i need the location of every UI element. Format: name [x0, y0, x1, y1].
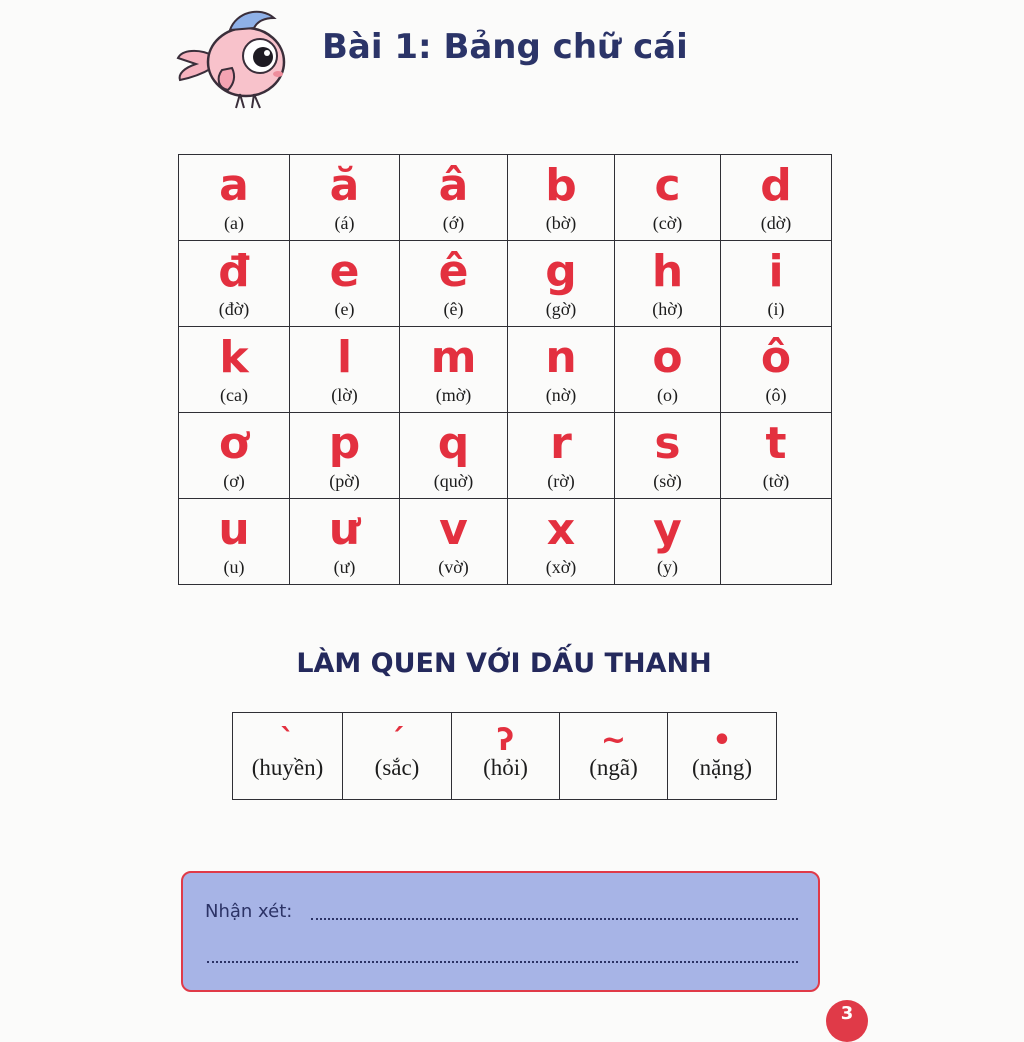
letter-reading: (hờ) — [652, 299, 683, 319]
letter-reading: (sờ) — [653, 471, 682, 491]
letter-glyph: g — [545, 246, 577, 297]
tone-mark: ~ — [600, 723, 627, 758]
letter-cell — [721, 241, 832, 327]
remark-line-2[interactable] — [207, 961, 798, 963]
letter-reading: (dờ) — [760, 213, 792, 233]
letter-reading: (o) — [657, 385, 678, 405]
alphabet-row — [179, 499, 832, 585]
letter-reading: (á) — [334, 213, 355, 233]
letter-cell — [615, 499, 721, 585]
alphabet-row — [179, 413, 832, 499]
letter-reading: (u) — [223, 557, 245, 577]
letter-glyph: d — [760, 160, 792, 211]
letter-glyph: c — [654, 160, 681, 211]
letter-glyph: đ — [218, 246, 250, 297]
remark-label: Nhận xét: — [205, 901, 293, 922]
tone-cell — [343, 713, 452, 800]
tones-heading: LÀM QUEN VỚI DẤU THANH — [296, 648, 712, 679]
letter-cell — [290, 413, 400, 499]
letter-cell — [290, 241, 400, 327]
letter-cell — [179, 241, 290, 327]
letter-cell — [508, 327, 615, 413]
letter-reading: (pờ) — [329, 471, 360, 491]
letter-reading: (rờ) — [547, 471, 575, 491]
letter-cell — [721, 155, 832, 241]
alphabet-rows — [179, 155, 832, 585]
letter-reading: (cờ) — [652, 213, 683, 233]
letter-cell — [508, 413, 615, 499]
letter-reading: (lờ) — [331, 385, 358, 405]
page-title: Bài 1: Bảng chữ cái — [322, 27, 688, 67]
letter-reading: (quờ) — [433, 471, 474, 491]
tone-cell — [233, 713, 343, 800]
tone-name: (sắc) — [374, 755, 420, 780]
letter-cell — [721, 327, 832, 413]
letter-glyph: y — [653, 504, 682, 555]
remark-line-1[interactable] — [311, 918, 798, 920]
letter-glyph: x — [546, 504, 576, 555]
letter-reading: (a) — [224, 213, 244, 233]
letter-cell — [615, 413, 721, 499]
letter-glyph: p — [328, 418, 361, 469]
letter-glyph — [721, 499, 831, 557]
letter-reading: (xờ) — [545, 557, 577, 577]
tone-mark: ʔ — [496, 723, 515, 758]
letter-glyph: l — [336, 332, 353, 383]
page-number-badge: 3 — [826, 1000, 868, 1042]
letter-cell — [400, 499, 508, 585]
letter-cell — [290, 327, 400, 413]
letter-reading: (đờ) — [218, 299, 250, 319]
letter-glyph: a — [219, 160, 249, 211]
letter-glyph: ư — [328, 504, 361, 555]
tone-mark-table — [232, 712, 777, 800]
tone-row — [233, 713, 777, 800]
alphabet-row — [179, 241, 832, 327]
letter-reading: (ô) — [765, 385, 787, 405]
alphabet-row — [179, 155, 832, 241]
remark-box — [181, 871, 820, 992]
letter-glyph: ê — [438, 246, 469, 297]
letter-glyph: t — [765, 418, 787, 469]
letter-glyph: h — [651, 246, 684, 297]
letter-glyph: m — [430, 332, 477, 383]
letter-cell — [400, 413, 508, 499]
letter-glyph: i — [768, 246, 784, 297]
letter-reading: (ê) — [443, 299, 464, 319]
letter-reading: (ca) — [220, 385, 248, 405]
tone-cell — [452, 713, 560, 800]
bird-mascot-icon — [170, 4, 310, 112]
tone-mark: • — [712, 723, 732, 758]
letter-cell — [508, 499, 615, 585]
letter-cell — [615, 327, 721, 413]
letter-reading: (e) — [334, 299, 355, 319]
letter-cell — [400, 327, 508, 413]
tone-name: (hỏi) — [483, 755, 528, 780]
letter-cell — [179, 413, 290, 499]
letter-reading: (mờ) — [435, 385, 472, 405]
letter-glyph: ă — [329, 160, 360, 211]
letter-glyph: r — [550, 418, 572, 469]
letter-glyph: u — [218, 504, 250, 555]
tone-mark: ´ — [389, 723, 405, 758]
letter-glyph: b — [545, 160, 577, 211]
letter-reading: (bờ) — [545, 213, 577, 233]
letter-cell — [615, 155, 721, 241]
letter-glyph: q — [437, 418, 470, 469]
letter-glyph: e — [329, 246, 360, 297]
tone-mark: ` — [280, 723, 295, 758]
letter-glyph: o — [652, 332, 683, 383]
tone-name: (ngã) — [589, 755, 638, 780]
letter-cell — [400, 155, 508, 241]
letter-cell — [400, 241, 508, 327]
letter-cell — [290, 155, 400, 241]
letter-glyph: ô — [760, 332, 792, 383]
letter-glyph: ơ — [218, 418, 250, 469]
tone-name: (nặng) — [691, 755, 753, 780]
letter-glyph: k — [219, 332, 249, 383]
letter-reading: (y) — [657, 557, 678, 577]
tone-cell — [560, 713, 668, 800]
letter-cell — [615, 241, 721, 327]
letter-cell — [179, 155, 290, 241]
tone-name: (huyền) — [251, 755, 324, 780]
letter-reading: (vờ) — [438, 557, 469, 577]
tone-cell — [668, 713, 777, 800]
letter-glyph: â — [438, 160, 469, 211]
letter-reading: (ớ) — [442, 213, 465, 233]
letter-reading: (gờ) — [545, 299, 577, 319]
letter-reading: (nờ) — [545, 385, 577, 405]
letter-reading: (i) — [767, 299, 785, 319]
letter-cell — [290, 499, 400, 585]
letter-cell — [508, 155, 615, 241]
letter-cell — [721, 499, 832, 585]
letter-cell — [179, 499, 290, 585]
letter-glyph: s — [654, 418, 681, 469]
letter-cell — [508, 241, 615, 327]
letter-reading: (ơ) — [223, 471, 245, 491]
letter-glyph: v — [439, 504, 468, 555]
letter-reading: (tờ) — [762, 471, 790, 491]
letter-cell — [721, 413, 832, 499]
letter-cell — [179, 327, 290, 413]
alphabet-row — [179, 327, 832, 413]
letter-glyph: n — [545, 332, 577, 383]
alphabet-table — [178, 154, 832, 585]
letter-reading: (ư) — [333, 557, 356, 577]
